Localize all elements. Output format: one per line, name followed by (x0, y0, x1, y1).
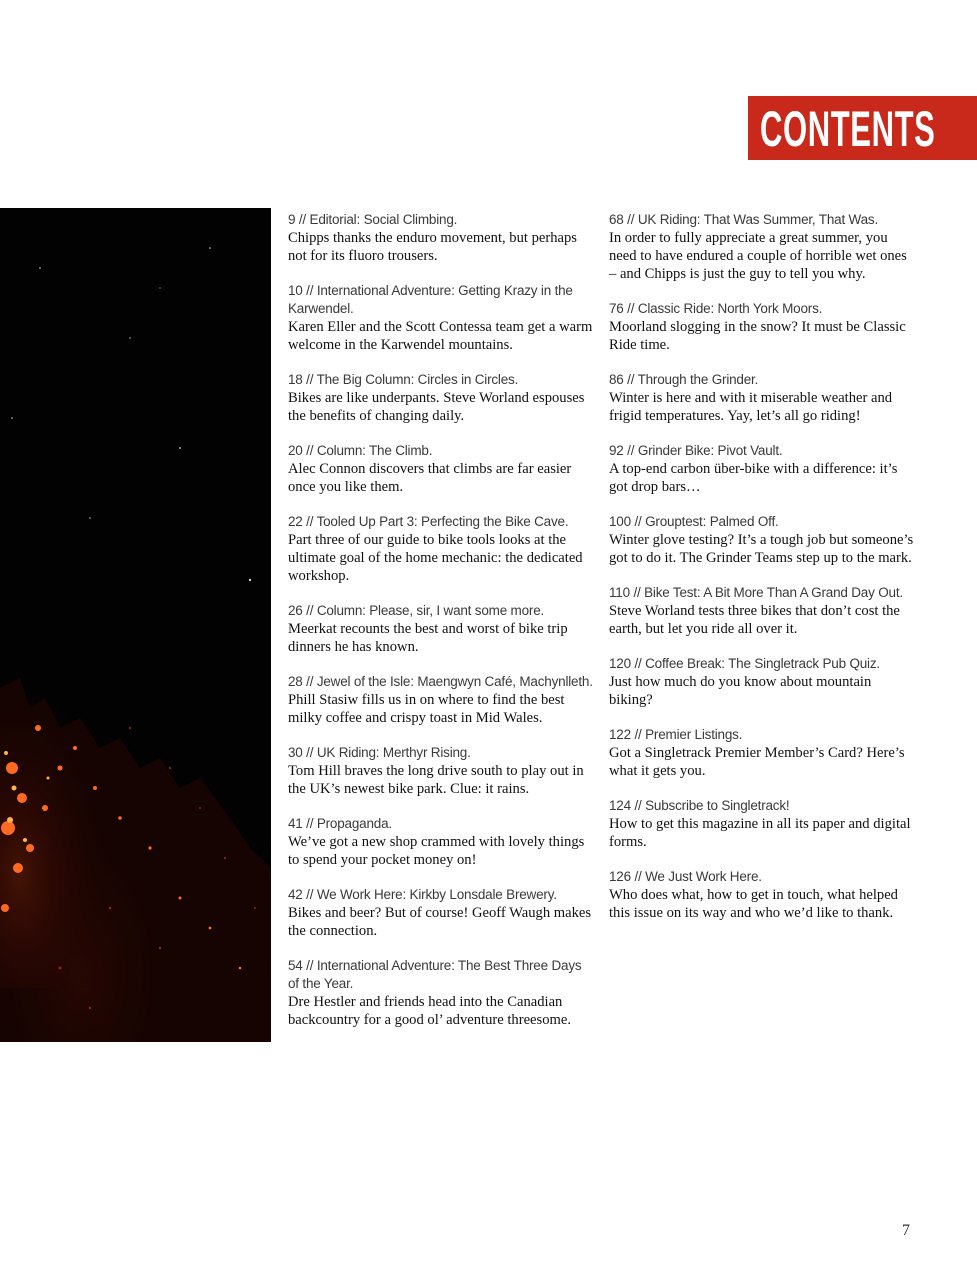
toc-entry (609, 371, 915, 425)
toc-entry-title: 124 // Subscribe to Singletrack! (609, 798, 790, 813)
toc-entry-description: How to get this magazine in all its paper and digital forms. (609, 816, 911, 850)
toc-entry (288, 371, 594, 425)
toc-entry (288, 886, 594, 940)
toc-entry (609, 584, 915, 638)
toc-entry (609, 797, 915, 851)
toc-entry-title: 20 // Column: The Climb. (288, 443, 433, 458)
toc-entry-description: Chipps thanks the enduro movement, but perhaps not for its fluoro trousers. (288, 230, 577, 264)
toc-entry-description: Alec Connon discovers that climbs are far easier once you like them. (288, 461, 572, 495)
toc-entry-title: 9 // Editorial: Social Climbing. (288, 212, 458, 227)
toc-entry-description: Meerkat recounts the best and worst of bike trip dinners he has known. (288, 621, 568, 655)
toc-entry-title: 76 // Classic Ride: North York Moors. (609, 301, 823, 316)
toc-entry-description: Winter is here and with it miserable weather and frigid temperatures. Yay, let’s all go riding! (609, 390, 893, 424)
page-title: CONTENTS (760, 101, 936, 157)
toc-entry (288, 815, 594, 869)
toc-entry-title: 18 // The Big Column: Circles in Circles. (288, 372, 519, 387)
toc-entry-description: Bikes are like underpants. Steve Worland espouses the benefits of changing daily. (288, 390, 585, 424)
toc-entry-description: Who does what, how to get in touch, what helped this issue on its way and who we’d like to thank. (609, 887, 898, 921)
toc-entry (288, 957, 594, 1029)
toc-entry-title: 41 // Propaganda. (288, 816, 392, 831)
toc-entry (288, 513, 594, 585)
toc-entry (609, 726, 915, 780)
toc-entry-title: 26 // Column: Please, sir, I want some more. (288, 603, 545, 618)
toc-entry (609, 868, 915, 922)
toc-entry (609, 655, 915, 709)
toc-entry-description: A top-end carbon über-bike with a difference: it’s got drop bars… (609, 461, 898, 495)
toc-entry-title: 92 // Grinder Bike: Pivot Vault. (609, 443, 783, 458)
toc-entry (288, 744, 594, 798)
page-number: 7 (902, 1222, 910, 1239)
toc-entry-title: 30 // UK Riding: Merthyr Rising. (288, 745, 471, 760)
toc-entry-title: 10 // International Adventure: Getting Krazy in the Karwendel. (288, 283, 573, 316)
toc-entry-title: 28 // Jewel of the Isle: Maengwyn Café, Machynlleth. (288, 674, 593, 689)
toc-entry-title: 54 // International Adventure: The Best Three Days of the Year. (288, 958, 582, 991)
toc-entry-description: Just how much do you know about mountain biking? (609, 674, 872, 708)
toc-entry-description: Tom Hill braves the long drive south to play out in the UK’s newest bike park. Clue: it rains. (288, 763, 584, 797)
toc-entry-description: Winter glove testing? It’s a tough job but someone’s got to do it. The Grinder Teams step up to the mark. (609, 532, 914, 566)
toc-entry-title: 110 // Bike Test: A Bit More Than A Grand Day Out. (609, 585, 903, 600)
toc-entry-description: Steve Worland tests three bikes that don’t cost the earth, but let you ride all over it. (609, 603, 900, 637)
toc-entry-description: Karen Eller and the Scott Contessa team get a warm welcome in the Karwendel mountains. (288, 319, 593, 353)
toc-entry (609, 513, 915, 567)
toc-entry-description: Bikes and beer? But of course! Geoff Waugh makes the connection. (288, 905, 592, 939)
toc-entry-title: 122 // Premier Listings. (609, 727, 743, 742)
toc-entry-title: 126 // We Just Work Here. (609, 869, 762, 884)
toc-entry-title: 68 // UK Riding: That Was Summer, That Was. (609, 212, 879, 227)
toc-entry-description: Phill Stasiw fills us in on where to find the best milky coffee and crispy toast in Mid Wales. (288, 692, 565, 726)
campfire-photo (0, 208, 271, 1042)
toc-entry (288, 211, 594, 265)
toc-entry-description: Part three of our guide to bike tools looks at the ultimate goal of the home mechanic: the dedicated workshop. (288, 532, 583, 584)
toc-entry-title: 42 // We Work Here: Kirkby Lonsdale Brewery. (288, 887, 557, 902)
toc-entry-title: 100 // Grouptest: Palmed Off. (609, 514, 779, 529)
toc-entry-description: Got a Singletrack Premier Member’s Card? Here’s what it gets you. (609, 745, 905, 779)
toc-entry (609, 300, 915, 354)
contents-banner (748, 96, 977, 160)
toc-entry-description: Dre Hestler and friends head into the Canadian backcountry for a good ol’ adventure threesome. (288, 994, 571, 1028)
toc-entry-description: In order to fully appreciate a great summer, you need to have endured a couple of horrible wet ones – and Chipps is just the guy to tell you why. (609, 230, 907, 282)
toc-entry-title: 22 // Tooled Up Part 3: Perfecting the Bike Cave. (288, 514, 569, 529)
toc-entry (288, 673, 594, 727)
contents-column-left (288, 211, 594, 1046)
toc-entry-title: 86 // Through the Grinder. (609, 372, 759, 387)
toc-entry (609, 211, 915, 283)
toc-entry (288, 442, 594, 496)
toc-entry (609, 442, 915, 496)
toc-entry-description: We’ve got a new shop crammed with lovely things to spend your pocket money on! (288, 834, 585, 868)
toc-entry-title: 120 // Coffee Break: The Singletrack Pub Quiz. (609, 656, 880, 671)
toc-entry-description: Moorland slogging in the snow? It must be Classic Ride time. (609, 319, 906, 353)
toc-entry (288, 602, 594, 656)
contents-column-right (609, 211, 915, 939)
toc-entry (288, 282, 594, 354)
